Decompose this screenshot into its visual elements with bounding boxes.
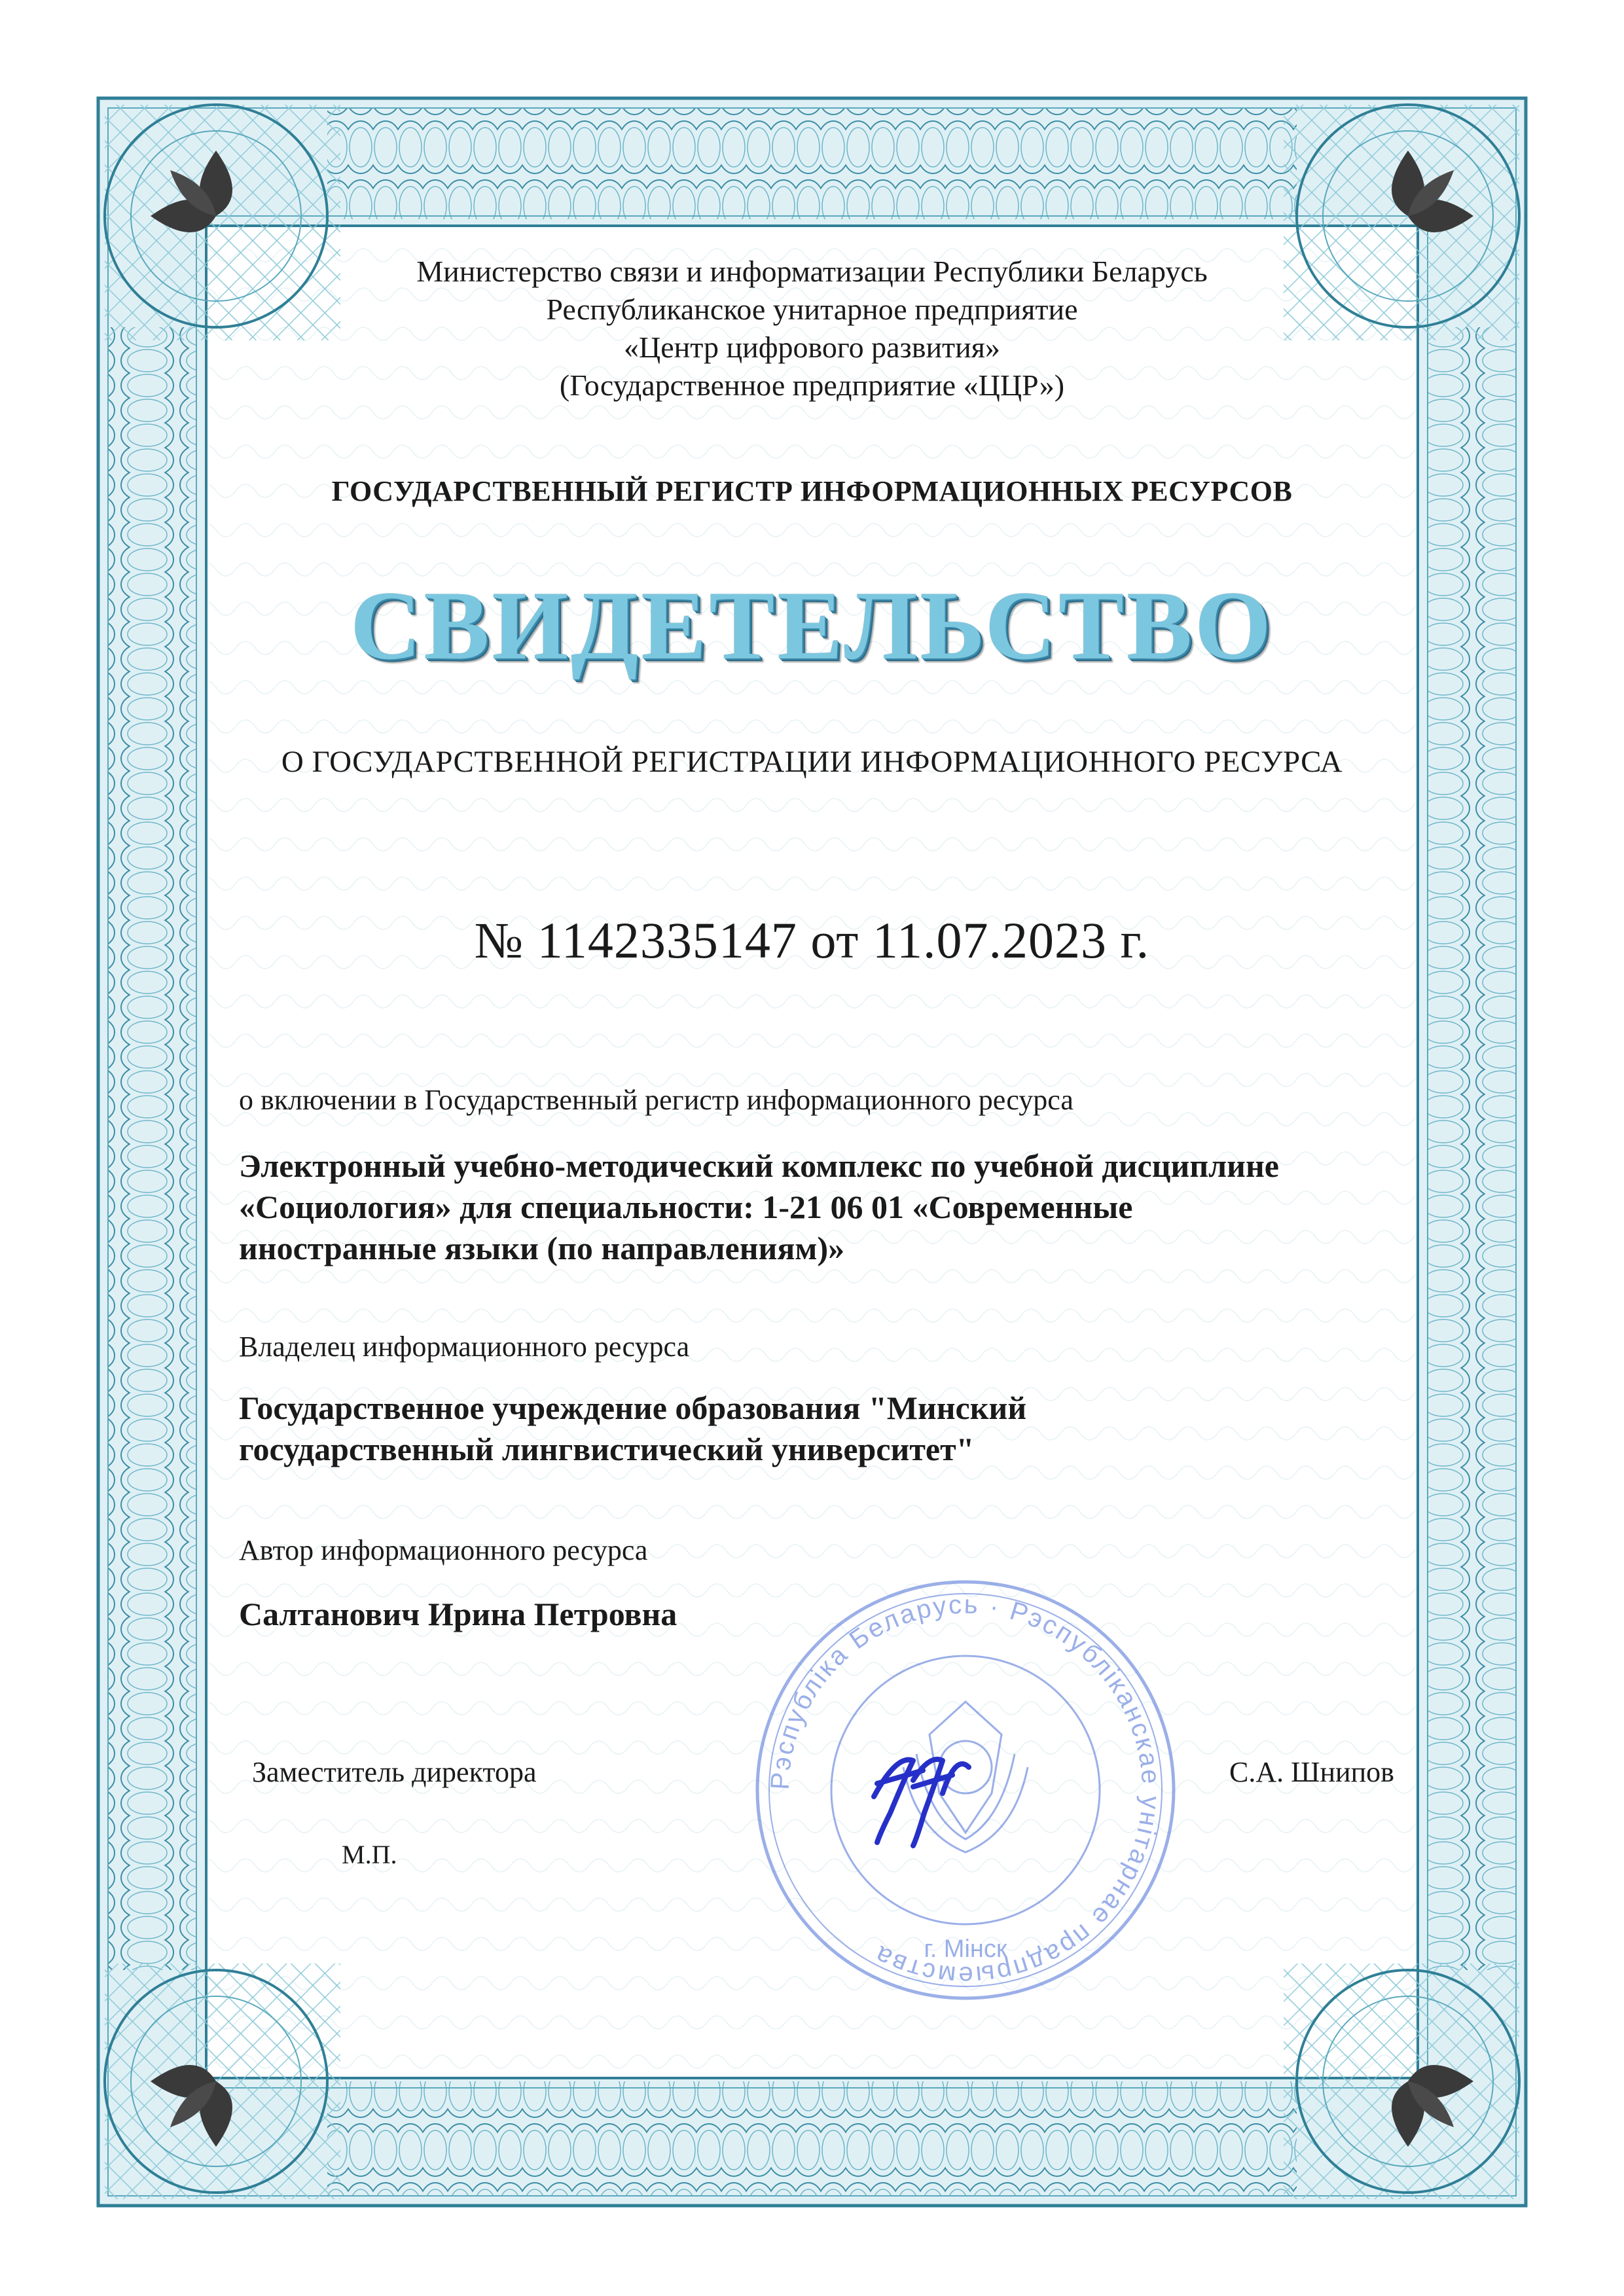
signatory-position: Заместитель директора <box>252 1756 537 1788</box>
corner-ornament-bottom-left <box>105 1964 340 2199</box>
seal-mark: М.П. <box>342 1840 397 1869</box>
inclusion-label: о включении в Государственный регистр информационного ресурса <box>239 1084 1074 1116</box>
owner-label: Владелец информационного ресурса <box>239 1331 690 1363</box>
resource-title-line-3: иностранные языки (по направлениям)» <box>239 1230 845 1266</box>
owner-line-1: Государственное учреждение образования "Минский <box>239 1390 1027 1426</box>
enterprise-name: «Центр цифрового развития» <box>624 331 1000 364</box>
corner-ornament-bottom-right <box>1284 1964 1519 2199</box>
signatory-name: С.А. Шнипов <box>1229 1756 1394 1788</box>
resource-title-line-2: «Социология» для специальности: 1-21 06 01 «Современные <box>239 1189 1133 1225</box>
resource-title-line-1: Электронный учебно-методический комплекс по учебной дисциплине <box>239 1147 1279 1184</box>
enterprise-short-name: (Государственное предприятие «ЦЦР») <box>559 368 1065 402</box>
document-title: СВИДЕТЕЛЬСТВО <box>350 571 1274 680</box>
stamp-city: г. Мінск <box>924 1935 1007 1963</box>
author-label: Автор информационного ресурса <box>239 1534 648 1566</box>
ministry-name: Министерство связи и информатизации Республики Беларусь <box>416 255 1208 288</box>
stamp-outer-text: Рэспубліка Беларусь · Рэспубліканскае унітарнае прадпрыемства <box>765 1590 1166 1990</box>
document-subtitle: О ГОСУДАРСТВЕННОЙ РЕГИСТРАЦИИ ИНФОРМАЦИОННОГО РЕСУРСА <box>281 745 1343 779</box>
enterprise-type: Республиканское унитарное предприятие <box>546 293 1078 326</box>
author-name: Салтанович Ирина Петровна <box>239 1596 677 1632</box>
owner-line-2: государственный лингвистический университет" <box>239 1431 975 1467</box>
register-title: ГОСУДАРСТВЕННЫЙ РЕГИСТР ИНФОРМАЦИОННЫХ РЕСУРСОВ <box>331 475 1293 507</box>
registration-number: № 1142335147 от 11.07.2023 г. <box>474 912 1150 969</box>
